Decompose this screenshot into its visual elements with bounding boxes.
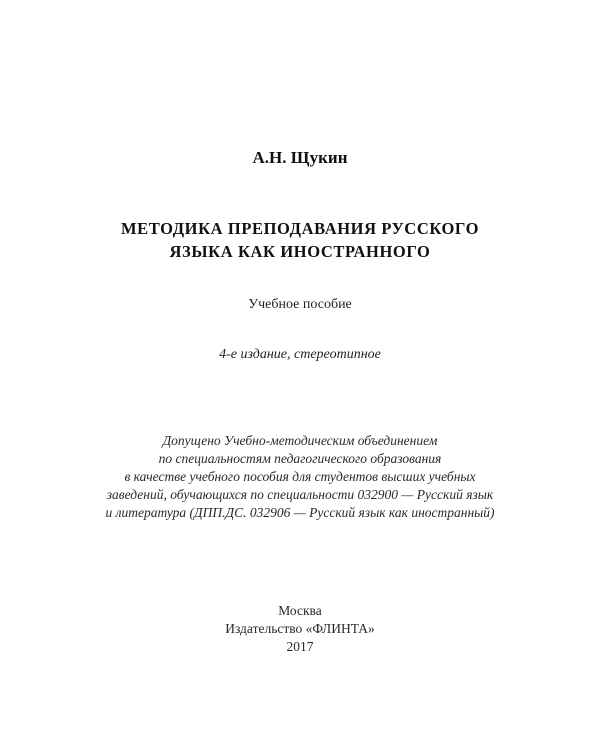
- edition-note: 4-е издание, стереотипное: [219, 347, 381, 362]
- imprint-publisher: Издательство «ФЛИНТА»: [225, 621, 375, 636]
- imprint-city: Москва: [278, 603, 322, 618]
- book-title-line-2: ЯЗЫКА КАК ИНОСТРАННОГО: [169, 242, 431, 261]
- approval-line: Допущено Учебно-методическим объединением: [162, 433, 438, 448]
- book-title-line-1: МЕТОДИКА ПРЕПОДАВАНИЯ РУССКОГО: [120, 219, 480, 238]
- approval-line: по специальностям педагогического образования: [158, 451, 442, 466]
- author-name: А.Н. Щукин: [252, 148, 348, 167]
- book-subtitle: Учебное пособие: [248, 297, 352, 312]
- approval-line: и литература (ДПП.ДС. 032906 — Русский язык как иностранный): [105, 505, 495, 520]
- approval-line: заведений, обучающихся по специальности 032900 — Русский язык: [106, 487, 494, 502]
- imprint-year: 2017: [286, 639, 314, 654]
- approval-line: в качестве учебного пособия для студентов высших учебных: [124, 469, 476, 484]
